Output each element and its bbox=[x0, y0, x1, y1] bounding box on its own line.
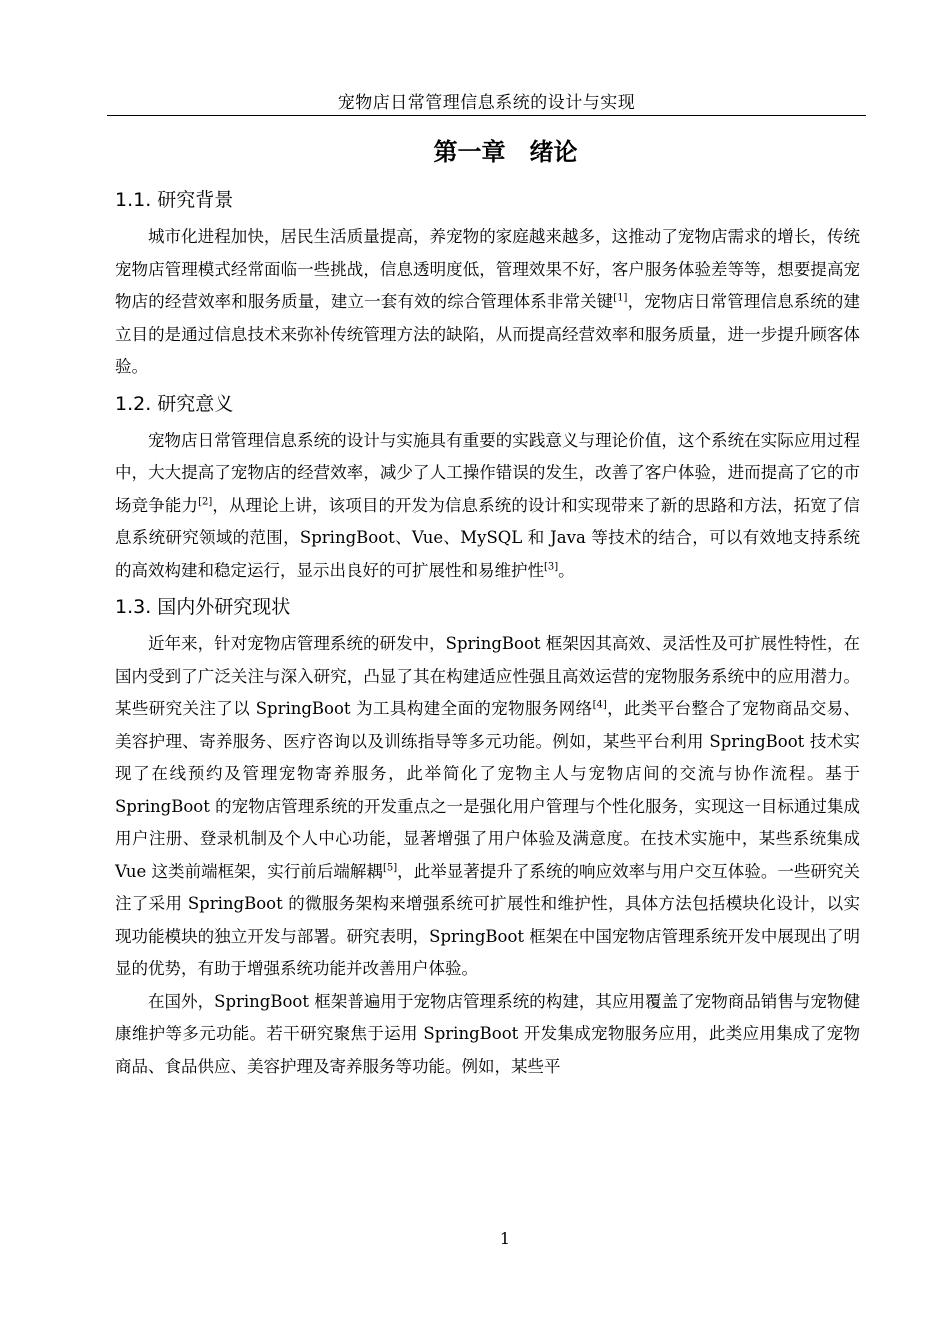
paragraph-text: ，此类平台整合了宠物商品交易、美容护理、寄养服务、医疗咨询以及训练指导等多元功能。例如，某些平台利用 SpringBoot 技术实现了在线预约及管理宠物寄养服务，此举简化了宠物主人与宠物店间的交流与协作流程。基于 SpringBoot 的宠物店管理系统的开发重点之一是强化用户管理与个性化服务，实现这一目标通过集成用户注册、登录机制及个人中心功能，显著增强了用户体验及满意度。在技术实施中，某些系统集成 Vue 这类前端框架，实行前后端解耦 bbox=[115, 699, 860, 881]
paragraph-text: 。 bbox=[558, 560, 575, 580]
section-heading-background: 1.1. 研究背景 bbox=[115, 189, 234, 211]
citation-4: [4] bbox=[592, 699, 607, 711]
paragraph-background bbox=[115, 221, 860, 384]
section-heading-status: 1.3. 国内外研究现状 bbox=[115, 596, 291, 618]
running-header: 宠物店日常管理信息系统的设计与实现 bbox=[337, 93, 636, 113]
paragraph-text: 近年来，针对宠物店管理系统的研发中，SpringBoot 框架因其高效、灵活性及可扩展性特性，在国内受到了广泛关注与深入研究，凸显了其在构建适应性强且高效运营的宠物服务系统中的应用潜力。某些研究关注了以 SpringBoot 为工具构建全面的宠物服务网络 bbox=[115, 634, 860, 718]
citation-5: [5] bbox=[382, 862, 398, 873]
paragraph-domestic-research bbox=[115, 628, 860, 986]
citation-2: [2] bbox=[198, 496, 213, 507]
paragraph-text: 城市化进程加快，居民生活质量提高，养宠物的家庭越来越多，这推动了宠物店需求的增长，传统宠物店管理模式经常面临一些挑战，信息透明度低，管理效果不好，客户服务体验差等等，想要提高宠物店的经营效率和服务质量，建立一套有效的综合管理体系非常关键 bbox=[115, 227, 860, 311]
paragraph-text: ，宠物店日常管理信息系统的建立目的是通过信息技术来弥补传统管理方法的缺陷，从而提高经营效率和服务质量，进一步提升顾客体验。 bbox=[115, 292, 861, 376]
page-number: 1 bbox=[499, 1229, 511, 1248]
paragraph-text: ，从理论上讲，该项目的开发为信息系统的设计和实现带来了新的思路和方法，拓宽了信息系统研究领域的范围，SpringBoot、Vue、MySQL 和 Java 等技术的结合，可以有效地支持系统的高效构建和稳定运行，显示出良好的可扩展性和易维护性 bbox=[115, 495, 861, 580]
citation-3: [3] bbox=[544, 561, 559, 572]
citation-1: [1] bbox=[613, 292, 628, 304]
paragraph-significance bbox=[115, 425, 860, 588]
paragraph-foreign-research bbox=[115, 986, 860, 1084]
body-content bbox=[115, 183, 860, 1083]
paragraph-text: 在国外，SpringBoot 框架普遍用于宠物店管理系统的构建，其应用覆盖了宠物商品销售与宠物健康维护等多元功能。若干研究聚焦于运用 SpringBoot 开发集成宠物服务应用，此类应用集成了宠物商品、食品供应、美容护理及寄养服务等功能。例如，某些平 bbox=[115, 991, 860, 1076]
chapter-title: 第一章 绪论 bbox=[433, 138, 578, 166]
paragraph-text: ，此举显著提升了系统的响应效率与用户交互体验。一些研究关注了采用 SpringBoot 的微服务架构来增强系统可扩展性和维护性，具体方法包括模块化设计，以实现功能模块的独立开发与部署。研究表明，SpringBoot 框架在中国宠物店管理系统开发中展现出了明显的优势，有助于增强系统功能并改善用户体验。 bbox=[115, 861, 861, 978]
section-heading-significance: 1.2. 研究意义 bbox=[115, 392, 234, 415]
header-rule bbox=[107, 115, 866, 116]
paragraph-text: 宠物店日常管理信息系统的设计与实施具有重要的实践意义与理论价值，这个系统在实际应用过程中，大大提高了宠物店的经营效率，减少了人工操作错误的发生，改善了客户体验，进而提高了它的市场竞争能力 bbox=[115, 430, 860, 515]
